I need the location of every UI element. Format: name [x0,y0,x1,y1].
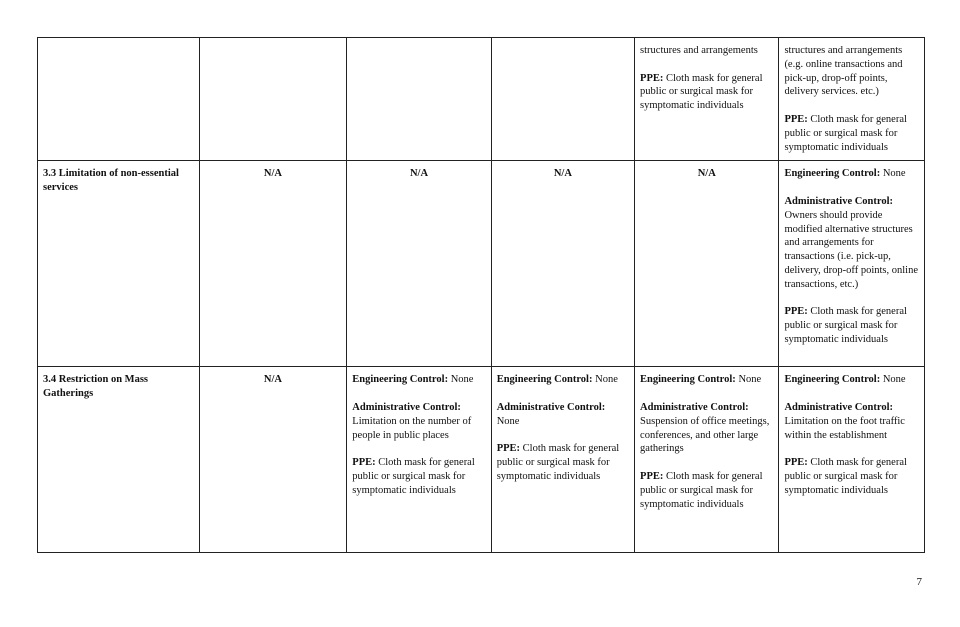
engineering-control-value: None [595,374,618,386]
cell-text: structures and arrangements (e.g. online transactions and pick-up, drop-off points, delivery services. etc.) [784,45,903,98]
administrative-control-text: Limitation on the number of people in public places [352,415,472,441]
administrative-control-text: Suspension of office meetings, conferences, and other large gatherings [640,415,770,455]
ppe-text: Cloth mask for general public or surgical mask for symptomatic individuals [640,72,763,112]
administrative-control-label: Administrative Control: [784,195,894,207]
na-cell: N/A [199,161,347,367]
engineering-control-label: Engineering Control: [496,374,593,386]
engineering-control-label: Engineering Control: [784,374,881,386]
administrative-control-label: Administrative Control: [352,401,461,413]
na-cell: N/A [347,161,491,367]
ppe-label: PPE: [784,113,808,125]
table-cell [779,161,925,367]
ppe-label: PPE: [352,457,376,469]
ppe-text: Cloth mask for general public or surgical mask for symptomatic individuals [352,457,475,496]
controls-table [37,37,925,553]
ppe-label: PPE: [496,443,521,455]
administrative-control-label: Administrative Control: [784,401,894,413]
ppe-label: PPE: [640,470,664,482]
administrative-control-text: Owners should provide modified alternative structures and arrangements for transactions (i.e. pick-up, delivery, drop-off points, online transactions, etc.) [784,209,918,290]
engineering-control-value: None [738,374,762,386]
engineering-control-label: Engineering Control: [784,168,881,180]
administrative-control-label: Administrative Control: [640,401,749,413]
ppe-text: Cloth mask for general public or surgical mask for symptomatic individuals [496,443,620,482]
page-number: 7 [916,576,922,588]
administrative-control-label: Administrative Control: [496,401,606,413]
table-row-continued [38,38,925,161]
table-row-3-4 [38,367,925,553]
table-cell [38,38,200,161]
table-cell [491,38,634,161]
ppe-text: Cloth mask for general public or surgical mask for symptomatic individuals [784,113,907,153]
table-cell [347,38,491,161]
table-cell [779,367,925,553]
engineering-control-value: None [450,374,474,386]
table-cell [199,38,347,161]
table-cell [491,367,634,553]
table-cell [779,38,925,161]
ppe-label: PPE: [784,306,808,318]
administrative-control-text: Limitation on the foot traffic within the establishment [784,415,905,441]
table-cell [635,367,779,553]
na-cell: N/A [491,161,634,367]
table-cell [635,38,779,161]
ppe-label: PPE: [784,457,808,469]
engineering-control-value: None [882,168,906,180]
cell-text: structures and arrangements [640,45,758,56]
administrative-control-text: None [496,415,520,427]
na-cell: N/A [199,367,347,553]
engineering-control-label: Engineering Control: [352,374,449,386]
na-cell: N/A [635,161,779,367]
ppe-label: PPE: [640,72,664,84]
ppe-text: Cloth mask for general public or surgical mask for symptomatic individuals [784,306,907,345]
row-label: 3.4 Restriction on Mass Gatherings [38,367,200,553]
table-cell [347,367,491,553]
table-row-3-3 [38,161,925,367]
ppe-text: Cloth mask for general public or surgical mask for symptomatic individuals [640,470,763,510]
row-label: 3.3 Limitation of non-essential services [38,161,200,367]
ppe-text: Cloth mask for general public or surgical mask for symptomatic individuals [784,457,907,496]
engineering-control-label: Engineering Control: [640,374,736,386]
engineering-control-value: None [882,374,906,386]
